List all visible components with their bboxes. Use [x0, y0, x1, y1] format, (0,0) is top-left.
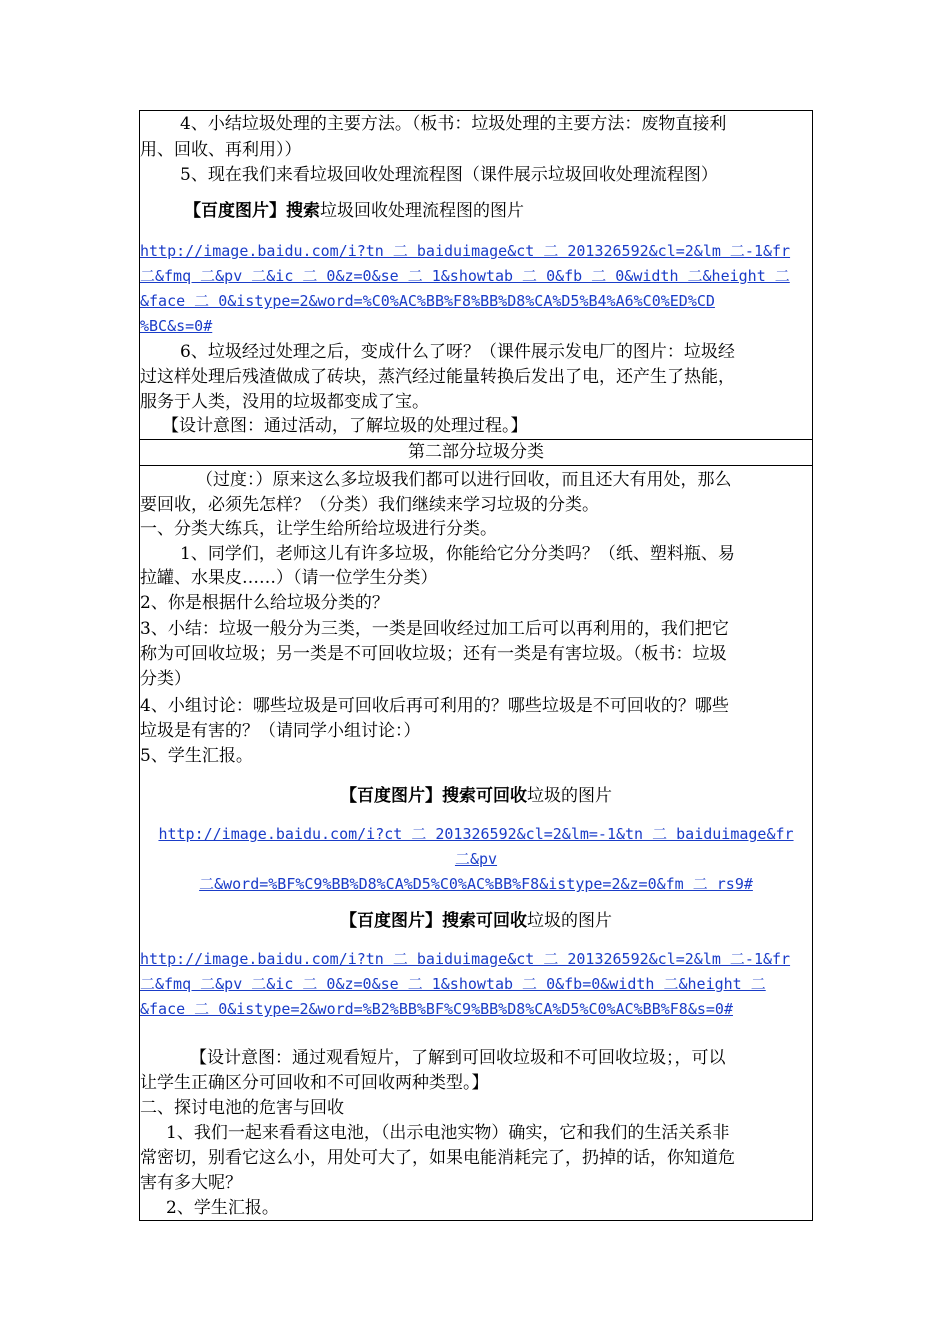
baidu-label: 【百度图片】搜索可回收	[340, 786, 527, 806]
paragraph-line: 称为可回收垃圾；另一类是不可回收垃圾；还有一类是有害垃圾。（板书：垃圾	[140, 644, 727, 664]
paragraph-line: （过度：）原来这么多垃圾我们都可以进行回收，而且还大有用处，那么	[196, 470, 732, 490]
section-title: 第二部分垃圾分类	[408, 442, 544, 462]
image-search-link[interactable]: http://image.baidu.com/i?tn 二 baiduimage&ct 二 201326592&cl=2&lm 二-1&fr	[140, 950, 791, 968]
table-cell-section-title	[140, 440, 812, 466]
paragraph-line: 常密切，别看它这么小，用处可大了，如果电能消耗完了，扔掉的话，你知道危	[140, 1148, 735, 1168]
baidu-image-search-line	[184, 199, 524, 224]
baidu-query: 垃圾回收处理流程图的图片	[320, 201, 524, 221]
paragraph-line: 要回收，必须先怎样？（分类）我们继续来学习垃圾的分类。	[140, 495, 599, 515]
paragraph-line: 2、你是根据什么给垃圾分类的？	[140, 593, 389, 613]
image-search-link[interactable]: 二&fmq 二&pv 二&ic 二 0&z=0&se 二 1&showtab 二 0&fb=0&width 二&height 二	[140, 975, 766, 993]
paragraph-line: 5、学生汇报。	[140, 746, 253, 766]
baidu-query: 垃圾的图片	[527, 786, 612, 806]
baidu-label: 【百度图片】搜索	[184, 201, 320, 221]
table-cell-classification	[140, 466, 812, 1220]
paragraph-line: 过这样处理后残渣做成了砖块，蒸汽经过能量转换后发出了电，还产生了热能，	[140, 367, 735, 387]
lesson-table	[139, 110, 813, 1221]
baidu-image-search-line	[140, 909, 812, 934]
paragraph-line: 拉罐、水果皮……）（请一位学生分类）	[140, 568, 438, 588]
paragraph-line: 垃圾是有害的？（请同学小组讨论：）	[140, 721, 421, 741]
image-search-link[interactable]: &face 二 0&istype=2&word=%C0%AC%BB%F8%BB%D8%CA%D5%B4%A6%C0%ED%CD	[140, 292, 715, 310]
design-intent: 【设计意图：通过观看短片，了解到可回收垃圾和不可回收垃圾；，可以	[190, 1048, 726, 1068]
baidu-image-search-line	[140, 784, 812, 809]
image-search-link[interactable]: &face 二 0&istype=2&word=%B2%BB%BF%C9%BB%D8%CA%D5%C0%AC%BB%F8&s=0#	[140, 1000, 733, 1018]
paragraph-line: 4、小组讨论：哪些垃圾是可回收后再可利用的？哪些垃圾是不可回收的？哪些	[140, 696, 729, 716]
part-title: 二、探讨电池的危害与回收	[140, 1098, 344, 1118]
paragraph-line: 6、垃圾经过处理之后，变成什么了呀？（课件展示发电厂的图片：垃圾经	[180, 342, 735, 362]
paragraph-line: 服务于人类，没用的垃圾都变成了宝。	[140, 392, 429, 412]
paragraph-line: 用、回收、再利用））	[140, 140, 302, 160]
paragraph-line: 分类）	[140, 669, 191, 689]
paragraph-line: 1、我们一起来看看这电池，（出示电池实物）确实，它和我们的生活关系非	[166, 1123, 730, 1143]
design-intent: 【设计意图：通过活动，了解垃圾的处理过程。】	[162, 416, 528, 436]
table-cell-processing	[140, 111, 812, 440]
image-search-link[interactable]: http://image.baidu.com/i?tn 二 baiduimage&ct 二 201326592&cl=2&lm 二-1&fr	[140, 242, 791, 260]
image-search-link[interactable]: %BC&s=0#	[140, 317, 213, 335]
paragraph-line: 4、小结垃圾处理的主要方法。（板书：垃圾处理的主要方法：废物直接利	[180, 114, 727, 134]
image-search-link[interactable]: 二&pv	[454, 850, 498, 868]
baidu-label: 【百度图片】搜索可回收	[340, 911, 527, 931]
paragraph-line: 害有多大呢？	[140, 1173, 242, 1193]
paragraph-line: 3、小结：垃圾一般分为三类，一类是回收经过加工后可以再利用的，我们把它	[140, 619, 729, 639]
baidu-query: 垃圾的图片	[527, 911, 612, 931]
design-intent: 让学生正确区分可回收和不可回收两种类型。】	[140, 1073, 489, 1093]
paragraph-line: 1、同学们，老师这儿有许多垃圾，你能给它分分类吗？（纸、塑料瓶、易	[180, 544, 735, 564]
paragraph-line: 5、现在我们来看垃圾回收处理流程图（课件展示垃圾回收处理流程图）	[180, 165, 718, 185]
part-title: 一、分类大练兵，让学生给所给垃圾进行分类。	[140, 519, 497, 539]
image-search-link[interactable]: 二&fmq 二&pv 二&ic 二 0&z=0&se 二 1&showtab 二 0&fb 二 0&width 二&height 二	[140, 267, 790, 285]
image-search-link[interactable]: 二&word=%BF%C9%BB%D8%CA%D5%C0%AC%BB%F8&istype=2&z=0&fm 二 rs9#	[199, 875, 753, 893]
image-search-link[interactable]: http://image.baidu.com/i?ct 二 201326592&cl=2&lm=-1&tn 二 baiduimage&fr	[158, 825, 794, 843]
paragraph-line: 2、学生汇报。	[166, 1198, 279, 1218]
